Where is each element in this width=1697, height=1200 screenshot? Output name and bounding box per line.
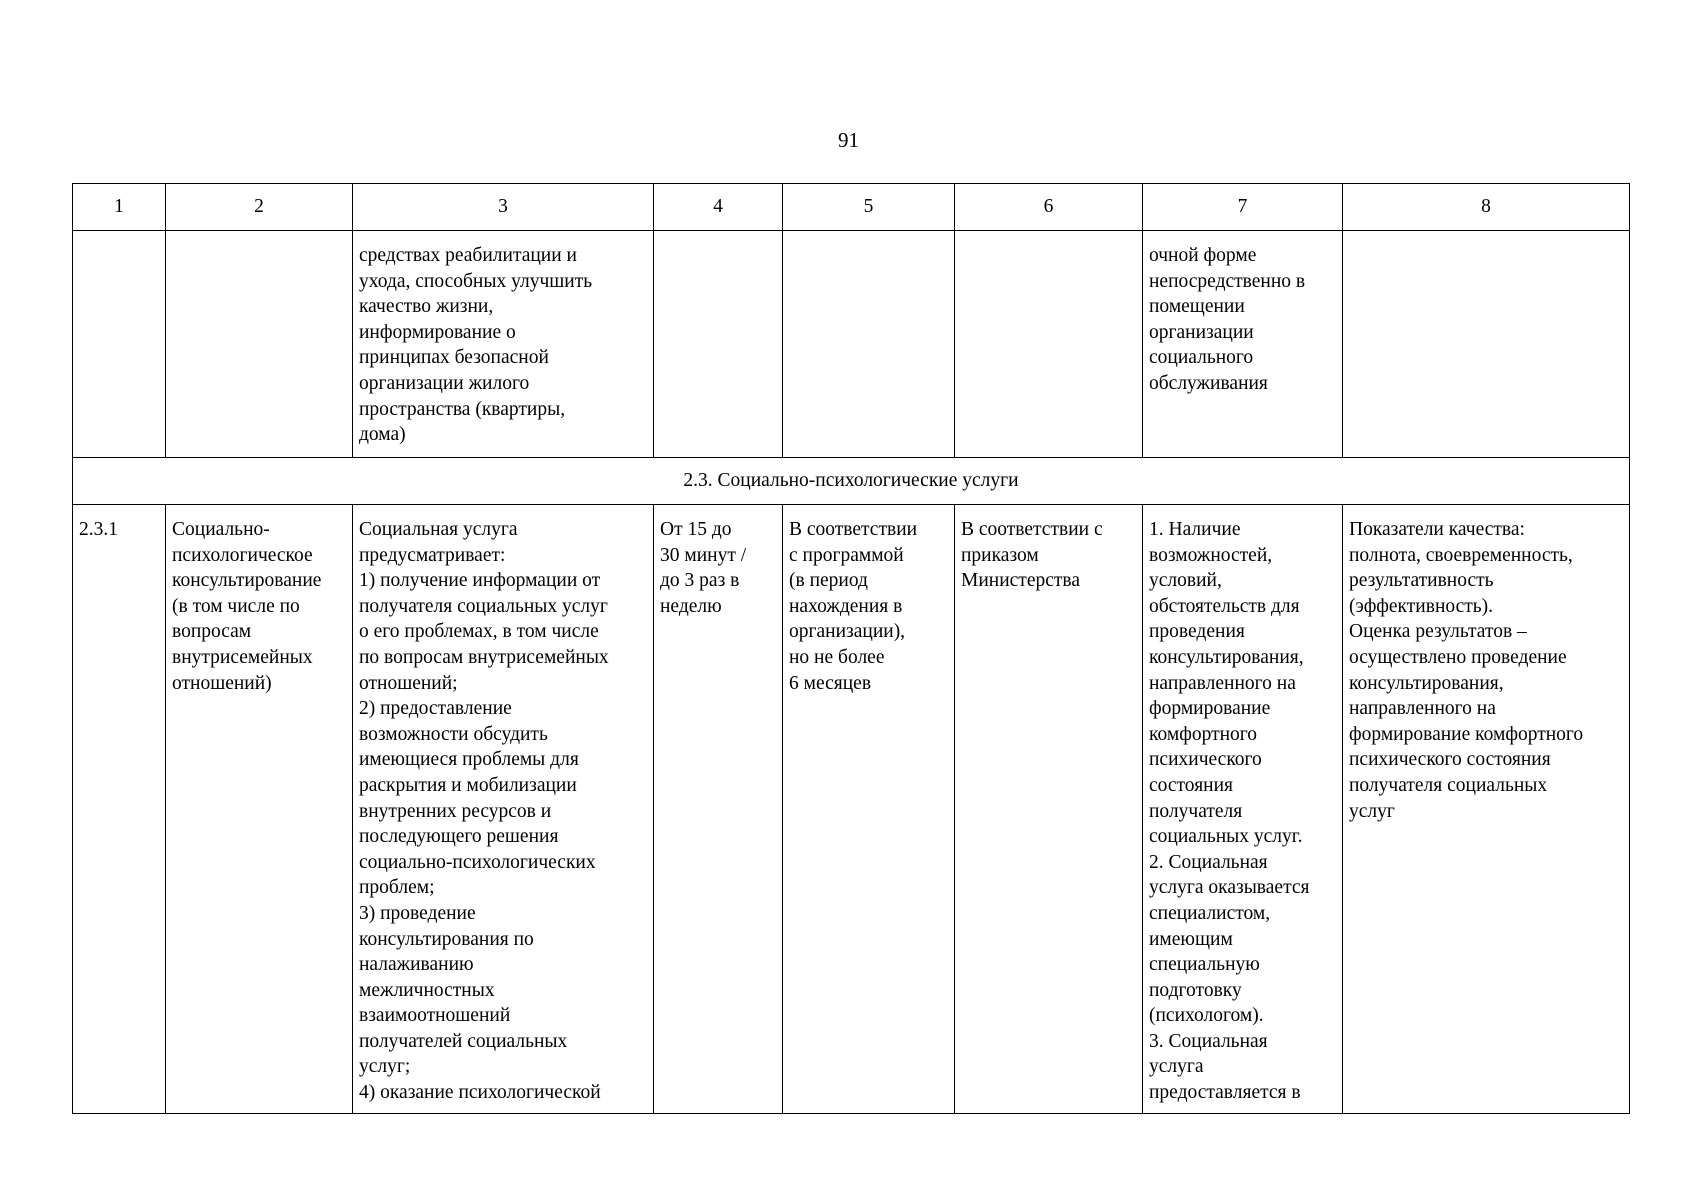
- table-cell: [654, 231, 783, 458]
- table-cell: Показатели качества: полнота, своевременность, результативность (эффективность). Оценка результатов – осуществлено проведение консультирования, направленного на формирование комфортного психического состояния получателя социальных услуг: [1343, 505, 1630, 1114]
- column-header: 6: [955, 184, 1143, 231]
- section-row: [73, 458, 1630, 505]
- table-cell: 2.3.1: [73, 505, 166, 1114]
- table-cell: Социальная услуга предусматривает: 1) получение информации от получателя социальных услуг о его проблемах, в том числе по вопросам внутрисемейных отношений; 2) предоставление возможности обсудить имеющиеся проблемы для раскрытия и мобилизации внутренних ресурсов и последующего решения социально-психологических проблем; 3) проведение консультирования по налаживанию межличностных взаимоотношений получателей социальных услуг; 4) оказание психологической: [353, 505, 654, 1114]
- column-header: 8: [1343, 184, 1630, 231]
- column-header: 4: [654, 184, 783, 231]
- table-cell: очной форме непосредственно в помещении организации социального обслуживания: [1143, 231, 1343, 458]
- table-cell: [73, 231, 166, 458]
- column-header: 2: [166, 184, 353, 231]
- section-title: 2.3. Социально-психологические услуги: [73, 458, 1630, 505]
- column-header: 3: [353, 184, 654, 231]
- services-table: [72, 183, 1630, 1114]
- column-header: 1: [73, 184, 166, 231]
- table-row: [73, 505, 1630, 1114]
- table-cell: [1343, 231, 1630, 458]
- table-cell: В соответствии с приказом Министерства: [955, 505, 1143, 1114]
- table-cell: Социально- психологическое консультирование (в том числе по вопросам внутрисемейных отношений): [166, 505, 353, 1114]
- column-header: 5: [783, 184, 955, 231]
- table-cell: В соответствии с программой (в период нахождения в организации), но не более 6 месяцев: [783, 505, 955, 1114]
- table-cell: средствах реабилитации и ухода, способных улучшить качество жизни, информирование о принципах безопасной организации жилого пространства (квартиры, дома): [353, 231, 654, 458]
- table-row: [73, 231, 1630, 458]
- table-cell: [955, 231, 1143, 458]
- column-header: 7: [1143, 184, 1343, 231]
- page-number: 91: [838, 128, 859, 152]
- table-header-row: [73, 184, 1630, 231]
- table-cell: [166, 231, 353, 458]
- table-cell: [783, 231, 955, 458]
- table-cell: 1. Наличие возможностей, условий, обстоятельств для проведения консультирования, направленного на формирование комфортного психического состояния получателя социальных услуг. 2. Социальная услуга оказывается специалистом, имеющим специальную подготовку (психологом). 3. Социальная услуга предоставляется в: [1143, 505, 1343, 1114]
- table-cell: От 15 до 30 минут / до 3 раз в неделю: [654, 505, 783, 1114]
